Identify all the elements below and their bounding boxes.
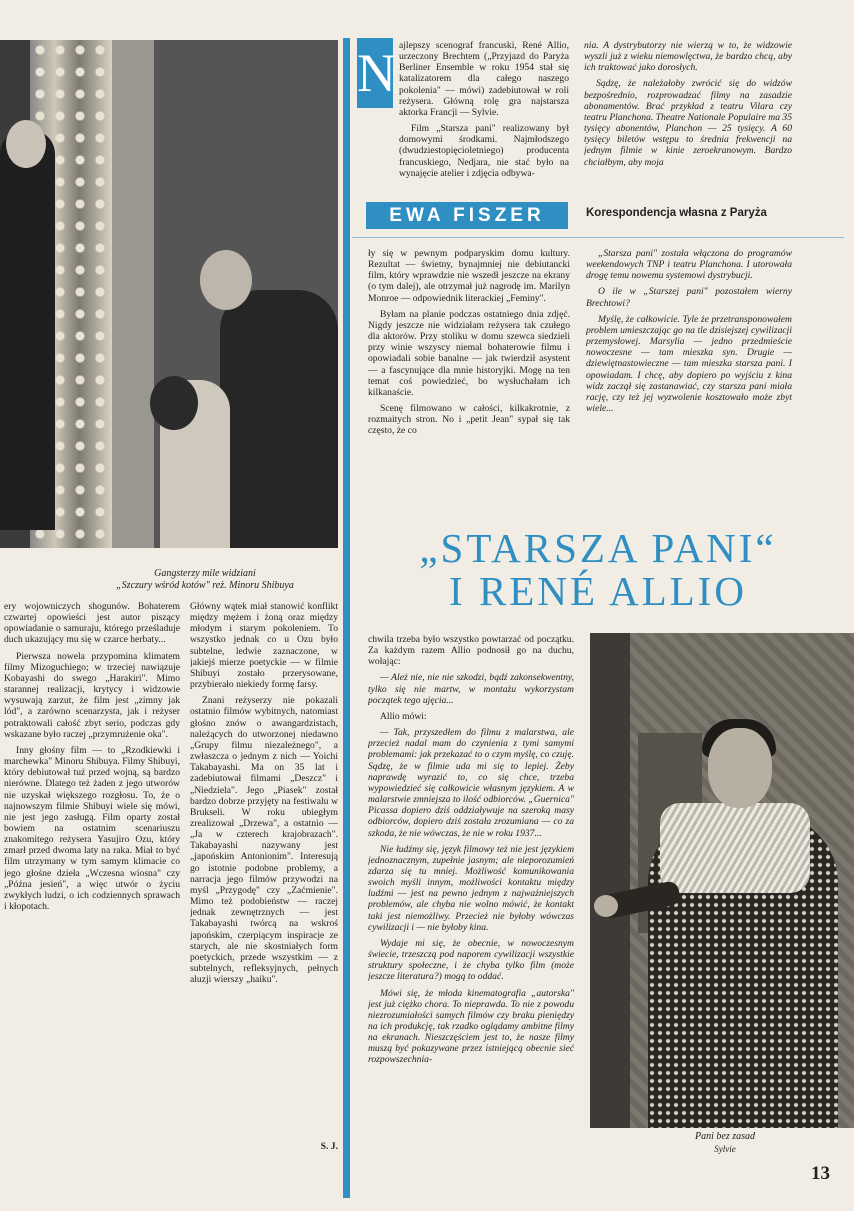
drop-cap: N [357,38,393,108]
mid-column-2: „Starsza pani" została włączona do programów weekendowych TNP i teatru Planchona. I utorowała drogę temu nowemu systemowi dystrybucji. O ile w „Starszej pani" pozostałem wierny Brechtowi? Myślę, że całkowicie. Tyle że przetransponowałem problem umieszczając go na tle dzisiejszej cywilizacji przemysłowej. Marsylia — jedno przedmieście nowoczesne — tam mieszka syn. Drugie — dziewiętnastowieczne — tam mieszka starsza pani. I opowiadam. I chcę, aby dopiero po wyjściu z kina widz zaczął się zastanawiać, czy starsza pani miała rację, czy też jej wyzwolenie kosztowało może zbyt wiele... [586,248,792,415]
left-column-a: ery wojowniczych shogunów. Bohaterem czwartej opowieści jest autor piszący opowiadanie o samuraju, którego prześladuje duch ukazujący mu się w czarce herbaty... Pierwsza nowela przypomina klimatem filmy Mizoguchiego; w trzeciej nawiązuje Kobayashi do swego „Harakiri". Mimo starannej realizacji, krytycy i widzowie wysuwają zarzut, że film jest „zimny jak lód", a zarówno scenarzysta, jak i reżyser potraktowali całość zbyt serio, podczas gdy wskazane było raczej „przymrużenie oka". Inny głośny film — to „Rzodkiewki i marchewka" Minoru Shibuya. Filmy Shibuyi, który debiutował tuż przed wojną, są bardzo nierówne. Dlatego też żaden z jego utworów nie uzyskał większego rozgłosu. To, że o najnowszym filmie Shibuyi wiele się mówi, nie jest jego zasługą. Film oparty został bowiem na ostatnim scenariuszu znakomitego reżysera Yasujiro Ozu, który zmarł przed dwoma laty na raka. Miał to być film utrzymany w tym samym klimacie co jego głośne dzieła „Wczesna wiosna" czy „Późna jesień", a więc utwór o życiu zwykłych ludzi, o ich codziennych sprawach i kłopotach. [4,601,180,913]
left-column-b: Główny wątek miał stanowić konflikt między mężem i żoną oraz między młodym i starym pokoleniem. To wszystko jednak co u Ozu było subtelne, ledwie zaznaczone, w jakiejś mierze poetyckie — w filmie Shibuyi zostało przerysowane, przybierało niekiedy formę farsy. Znani reżyserzy nie pokazali ostatnio filmów wybitnych, natomiast głośno znów o awangardzistach, należących do utworzonej niedawno „Grupy filmu niezależnego", a zwłaszcza o jednym z nich — Yoichi Takabayashi. Ma on 35 lat i zadebiutował filmami „Deszcz" i „Niedziela". Jego „Piasek" został bardzo dobrze przyjęty na festiwalu w Brukseli. W roku ubiegłym zrealizował „Drzewa", a ostatnio — „Ja w czterech krajobrazach". Takabayashi nazywany jest „japońskim Antonionim". Interesują go istotnie podobne problemy, a narracja jego filmów przywodzi na myśl „Przygodę" czy „Zaćmienie". Mimo też podobieństw — raczej jednak zewnętrznych — jest Takabayashi twórcą na wskroś japońskim, czerpiącym inspiracje ze starych, ale nie skostniałych form poetyckich, przede wszystkim — z subtelnych, refleksyjnych, pełnych aluzji wierszy „haiku". [190,601,338,986]
intro-column-1: ajlepszy scenograf francuski, René Allio, urzeczony Brechtem („Przyjazd do Paryża Berliner Ensemble w roku 1954 stał się katalizatorem dla całego naszego pokolenia" — mówi) zadebiutował w roli reżysera. Główną rolę gra najstarsza aktorka Francji — Sylvie. Film „Starsza pani" realizowany był domowymi środkami. Najmłodszego (dwudziestopięcioletniego) producenta francuskiego, Nedjara, nie stać było na wynajęcie atelier i zdjęcia odbywa- [399,40,569,179]
article-title-line-1: „STARSZA PANI“ [419,525,777,571]
photo-caption-top: Gangsterzy mile widziani „Szczury wśród kotów" reż. Minoru Shibuya [116,568,294,591]
page-number: 13 [811,1163,830,1184]
correspondence-label: Korespondencja własna z Paryża [586,207,767,219]
horizontal-rule [352,237,844,238]
photo-gangsters [0,40,338,548]
intro-column-2: nia. A dystrybutorzy nie wierzą w to, że widzowie wyszli już z wieku niemowlęctwa, że bardzo chcą, aby ich traktować jako dorosłych. Sądzę, że należałoby zwrócić się do widzów bezpośrednio, rozprowadzać filmy na zasadzie abonamentów. Brać przykład z teatru Vilara czy teatru Planchona. Theatre Nationale Populaire ma 35 tysięcy abonentów, Planchon — 25 tysięcy. A 60 tysięcy biletów wstępu to średnia frekwencji na jednym filmie w kinie zeroekranowym. Bardzo chciałbym, aby moja [584,40,792,168]
mid-column-1: ły się w pewnym podparyskim domu kultury. Rezultat — świetny, bynajmniej nie debiutancki film, który wprawdzie nie wszedł jeszcze na ekrany (o tym dalej), ale otrzymał już nagrodę im. Marilyn Monroe — odpowiednik literackiej „Feminy". Byłam na planie podczas ostatniego dnia zdjęć. Nigdy jeszcze nie widziałam reżysera tak czułego dla aktorów. Przy stoliku w domu szewca siedzieli przy winie wszyscy niemal bohaterowie filmu i opowiadali sobie banalne — jak twierdził asystent — a fascynujące dla mnie historyjki. Mogę na ten temat coś powiedzieć, bo wysłuchałam ich kilkanaście. Scenę filmowano w całości, kilkakrotnie, z rozmaitych stron. No i „petit Jean" sypał się tak często, że co [368,248,570,437]
photo-sylvie [590,633,854,1128]
bottom-column: chwila trzeba było wszystko powtarzać od początku. Za każdym razem Allio podnosił go na duchu, wołając: — Ależ nie, nie nie szkodzi, bądź zakonsekwentny, tylko się nie martw, w montażu wykorzystam początek tego ujęcia... Allio mówi: — Tak, przyszedłem do filmu z malarstwa, ale przecież nadal mam do czynienia z tymi samymi problemami: jak przekazać to o czym myślę, co czuję. Sądzę, że w filmie uda mi się to lepiej. Żeby naprawdę wyrazić to, co się chce, trzeba wypowiedzieć się całkowicie własnym językiem. A w malarstwie zmniejsza to ilość odbiorców. „Guernica" Picassa dopiero dziś oddziaływuje na szeroką masy odbiorców, dopiero dziś została zrozumiana — co za szkoda, że nie wówczas, że nie w roku 1937... Nie łudźmy się, język filmowy też nie jest językiem jednoznacznym, zupełnie jasnym; ale nieporozumień zdarza się tu mniej. Możliwość komunikowania swoich myśli innym, możliwości kontaktu między ludźmi — jest na pewno jednym z najważniejszych problemów, ale chyba nie wolno mówić, że kontakt taki jest niemożliwy. Przecież nie byłoby wówczas cywilizacji i — nie byłoby kina. Wydaje mi się, że obecnie, w nowoczesnym świecie, trzeszczą pod naporem cywilizacji wszystkie struktury społeczne, i że chyba tylko film (może jeszcze literatura?) mogą to oddać. Mówi się, że młoda kinematografia „autorska" jest już ciężko chora. To nieprawda. To nie z powodu niezrozumiałości samych filmów czy braku pieniędzy na ich produkcję, tak rzadko oglądamy ambitne filmy na ekranach. Nieszczęściem jest to, że nasze filmy muszą być pokazywane przez istniejącą obecnie sieć rozpowszechnia- [368,634,574,1066]
vertical-rule [343,38,350,1198]
signature: S. J. [320,1141,338,1152]
photo-caption-bottom: Pani bez zasad Sylvie [695,1131,755,1154]
author-banner: EWA FISZER [366,202,568,229]
article-title-line-2: I RENÉ ALLIO [449,568,747,614]
